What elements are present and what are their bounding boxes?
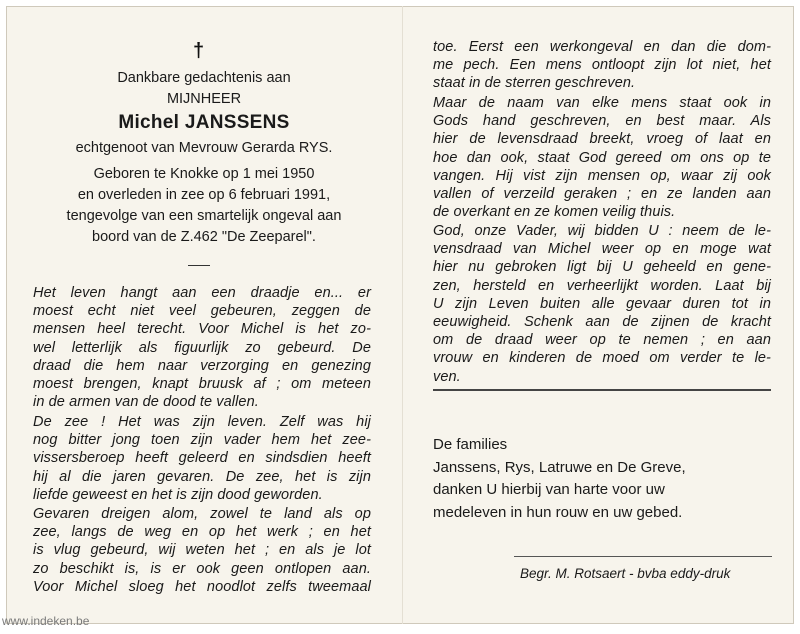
right-paragraph-2 [433,94,771,221]
header-line-1: Dankbare gedachtenis aan [117,70,291,86]
header-line-7: tengevolge van een smartelijk ongeval aan [66,208,342,224]
left-paragraph-1 [33,284,371,411]
text-line: Gevaren dreigen alom, zowel te land als op [33,506,371,522]
text-line: vensdraad van Michel weer op en moge wat [433,241,771,258]
text-line: moest echt niet veel gebeuren, zeggen de [33,303,371,320]
text-line: eeuwigheid. Schenk aan de zijnen de kracht [433,314,771,331]
text-line: in de armen van de dood te vallen. [33,394,259,411]
separator-dash [188,265,210,266]
deceased-name: Michel JANSSENS [118,112,290,133]
families-line-4: medeleven in hun rouw en uw gebed. [433,503,683,521]
text-line: hier de levensdraad breekt, vroeg of laat en [433,131,771,148]
divider-line [433,389,771,391]
text-line: De zee ! Het was zijn leven. Zelf was hij [33,414,371,430]
right-paragraph-3 [433,222,771,386]
text-line: hij al die jaren gevaren. De zee, het is zijn [33,468,371,485]
text-line: Gods hand geschreven, en best maar. Als [433,113,771,130]
text-line: staat in de sterren geschreven. [433,75,636,92]
text-line: zee, langs de weg en op het werk ; en het [33,524,371,541]
text-line: zo beschikt is, is er ook geen ontlopen aan. [33,560,371,577]
text-line: vrouw en kinderen de moed om verder te le- [433,350,771,367]
left-paragraph-2 [33,413,371,504]
text-line: om de draad weer op te nemen ; en aan [433,332,771,349]
text-line: is vlug gebeurd, wij weten het ; en als je lot [33,542,371,559]
text-line: toe. Eerst een werkongeval en dan die dom- [433,39,771,55]
card-fold [402,6,403,624]
text-line: God, onze Vader, wij bidden U : neem de le- [433,223,771,239]
text-line: wel letterlijk als figuurlijk zo gebeurd. De [33,339,371,356]
text-line: vissersberoep heeft geleerd en sindsdien heeft [33,450,371,467]
website-watermark: www.indeken.be [2,614,90,628]
families-line-3: danken U hierbij van harte voor uw [433,481,665,498]
text-line: vangen. Hij vist zijn mensen op, waar zij ook [433,167,771,184]
header-line-2: MIJNHEER [166,91,242,107]
printer-credit: Begr. M. Rotsaert - bvba eddy-druk [520,566,731,581]
text-line: draad die hem naar verzorging en genezing [33,357,371,374]
text-line: liefde geweest en het is zijn dood geworden. [33,486,323,503]
left-paragraph-3 [33,505,371,596]
text-line: hier nu gebroken ligt bij U geheeld en gene- [433,259,771,276]
families-line-1: De families [433,436,508,453]
text-line: nog bitter jong toen zijn vader hem het zee- [33,432,371,449]
text-line: ven. [433,368,461,385]
text-line: Maar de naam van elke mens staat ook in [433,95,771,111]
text-line: mensen heel terecht. Voor Michel is het zo- [33,321,371,338]
text-line: de overkant en ze komen veilig thuis. [433,204,676,221]
text-line: hoe dan ook, staat God gereed om ons op te [433,149,771,166]
text-line: me pech. Een mens ontloopt zijn lot niet, het [433,57,771,74]
text-line: zen, hersteld en verheerlijkt worden. Laat bij [433,277,771,294]
header-line-6: en overleden in zee op 6 februari 1991, [77,187,331,203]
header-line-5: Geboren te Knokke op 1 mei 1950 [93,166,315,182]
text-line: U zijn Leven buiten alle gevaar duren tot in [433,295,771,312]
families-line-2: Janssens, Rys, Latruwe en De Greve, [433,458,686,476]
text-line: Het leven hangt aan een draadje en... er [33,285,371,301]
families-thanks [433,434,686,524]
text-line: moest brengen, knapt bruusk af ; om meteen [33,376,371,393]
text-line: Voor Michel sloeg het noodlot zelfs tweemaal [33,578,371,595]
right-paragraph-1 [433,38,771,93]
header-line-4: echtgenoot van Mevrouw Gerarda RYS. [75,140,333,156]
printer-rule [514,556,772,557]
header-line-8: boord van de Z.462 "De Zeeparel". [92,229,316,245]
text-line: vallen of verzeild geraken ; en ze landen aan [433,186,771,203]
cross-icon: † [193,40,205,62]
